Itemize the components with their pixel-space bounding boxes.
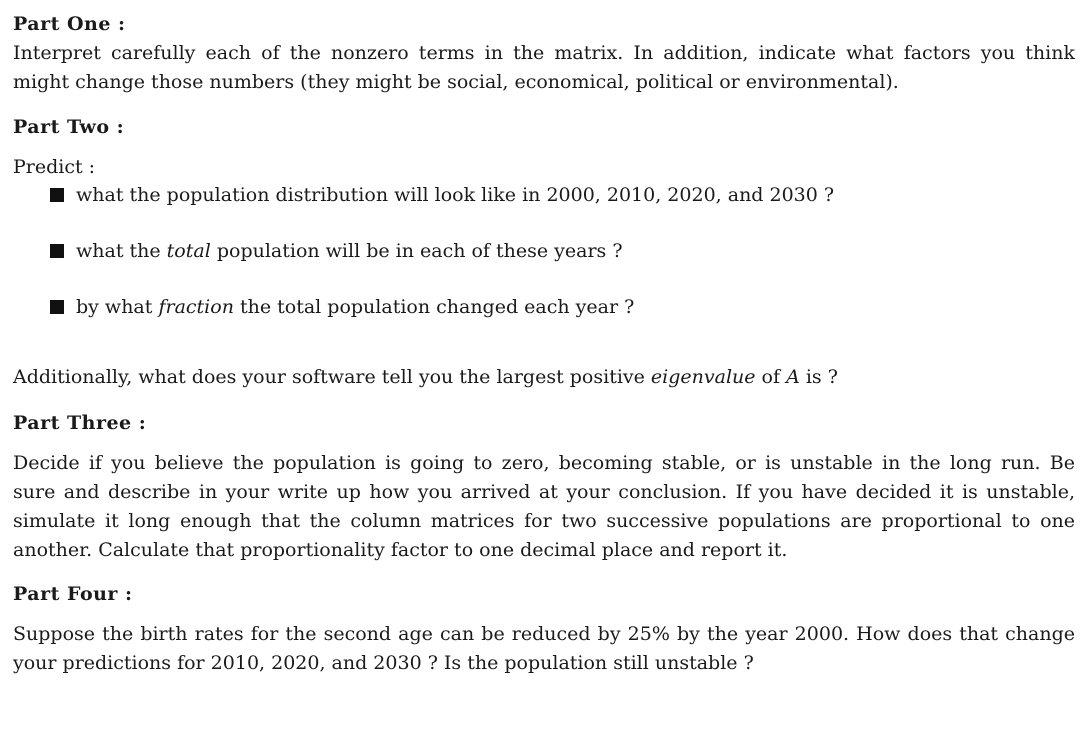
part-one-line-2: might change those numbers (they might be social, economical, political or environmental).	[13, 71, 899, 93]
list-item	[50, 237, 1080, 265]
bullet-text	[76, 237, 623, 265]
matrix-variable: A	[786, 366, 800, 388]
square-bullet-icon	[50, 188, 64, 202]
part-three-line-3: simulate it long enough that the column matrices for two successive populations are proportional to one	[13, 510, 1075, 532]
bullet-text-emphasis: total	[166, 240, 211, 262]
bullet-text-pre: what the population distribution will look like in 2000, 2010, 2020, and 2030 ?	[76, 184, 835, 206]
bullet-text	[76, 181, 834, 209]
part-one-line-1: Interpret carefully each of the nonzero terms in the matrix. In addition, indicate what factors you think	[13, 42, 1075, 64]
bullet-text-emphasis: fraction	[158, 296, 234, 318]
part-three-line-1: Decide if you believe the population is going to zero, becoming stable, or is unstable in the long run. Be	[13, 452, 1075, 474]
part-three-line-4: another. Calculate that proportionality factor to one decimal place and report it.	[13, 539, 788, 561]
list-item	[50, 181, 1080, 209]
bullet-text-pre: what the	[76, 240, 167, 262]
part-three-line-2: sure and describe in your write up how you arrived at your conclusion. If you have decided it is unstable,	[13, 481, 1075, 503]
square-bullet-icon	[50, 244, 64, 258]
bullet-text-pre: by what	[76, 296, 159, 318]
additional-text-mid: of	[755, 366, 787, 388]
part-four-line-2: your predictions for 2010, 2020, and 2030 ? Is the population still unstable ?	[13, 652, 754, 674]
part-one-heading: Part One :	[13, 13, 126, 35]
part-four-body	[13, 620, 1075, 678]
bullet-text-post: population will be in each of these years ?	[210, 240, 623, 262]
square-bullet-icon	[50, 300, 64, 314]
part-three-body	[13, 449, 1075, 565]
bullet-text	[76, 293, 634, 321]
bullet-text-post: the total population changed each year ?	[233, 296, 635, 318]
part-four-heading: Part Four :	[13, 583, 133, 605]
part-two-intro: Predict :	[13, 156, 96, 178]
list-item	[50, 293, 1080, 321]
additional-text-pre: Additionally, what does your software tell you the largest positive	[13, 366, 651, 388]
part-three-heading: Part Three :	[13, 412, 147, 434]
additional-text-post: is ?	[799, 366, 838, 388]
prediction-list	[13, 181, 1080, 321]
part-four-line-1: Suppose the birth rates for the second age can be reduced by 25% by the year 2000. How does that change	[13, 623, 1075, 645]
part-one-body	[13, 39, 1075, 97]
part-two-heading: Part Two :	[13, 116, 125, 138]
additional-question	[13, 363, 838, 392]
eigenvalue-term: eigenvalue	[650, 366, 756, 388]
